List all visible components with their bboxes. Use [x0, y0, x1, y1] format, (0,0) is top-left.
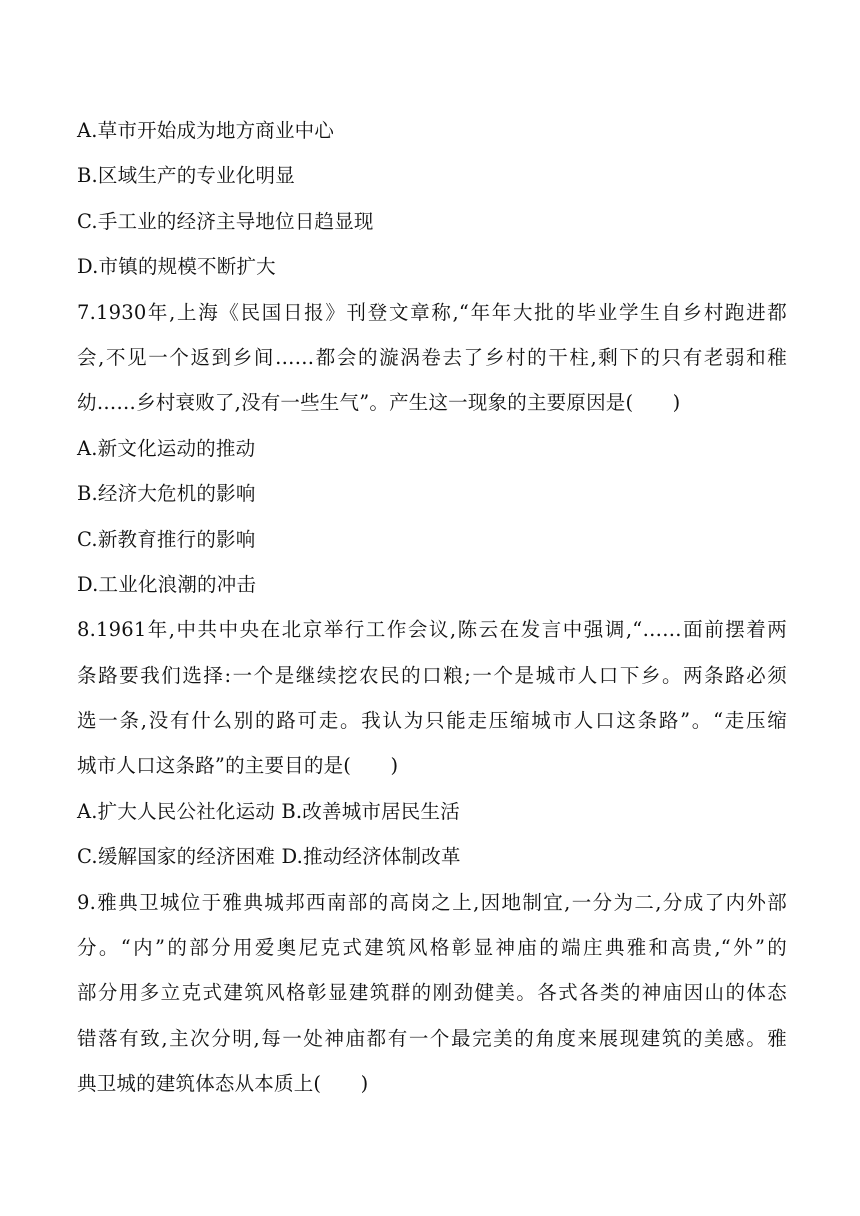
question-8-stem-line: 选一条,没有什么别的路可走。我认为只能走压缩城市人口这条路”。“走压缩 [77, 709, 787, 733]
question-7-stem-line: 会,不见一个返到乡间……都会的漩涡卷去了乡村的干柱,剩下的只有老弱和稚 [77, 345, 787, 369]
option-line-cd: C.缓解国家的经济困难 D.推动经济体制改革 [77, 845, 461, 869]
question-9-stem-line: 9.雅典卫城位于雅典城邦西南部的高岗之上,因地制宜,一分为二,分成了内外部 [77, 890, 787, 914]
question-8 [77, 607, 787, 879]
question-6-options [77, 108, 787, 290]
option-a: A.草市开始成为地方商业中心 [77, 119, 335, 142]
question-7-stem-line: 7.1930年,上海《民国日报》刊登文章称,“年年大批的毕业学生自乡村跑进都 [77, 300, 787, 324]
question-8-stem-line: 条路要我们选择:一个是继续挖农民的口粮;一个是城市人口下乡。两条路必须 [77, 663, 787, 687]
question-9-stem-line: 部分用多立克式建筑风格彰显建筑群的刚劲健美。各式各类的神庙因山的体态 [77, 981, 787, 1005]
option-d: D.工业化浪潮的冲击 [77, 572, 257, 596]
option-line-ab: A.扩大人民公社化运动 B.改善城市居民生活 [77, 799, 460, 823]
question-9-stem-line: 错落有致,主次分明,每一处神庙都有一个最完美的角度来展现建筑的美感。雅 [77, 1026, 787, 1050]
option-a: A.新文化运动的推动 [77, 436, 256, 460]
question-9-stem-line: 典卫城的建筑体态从本质上( ) [77, 1072, 369, 1096]
question-8-stem-line: 8.1961年,中共中央在北京举行工作会议,陈云在发言中强调,“……面前摆着两 [77, 618, 787, 642]
question-8-stem-line: 城市人口这条路”的主要目的是( ) [77, 754, 399, 778]
option-c: C.手工业的经济主导地位日趋显现 [77, 209, 374, 233]
question-7-stem-line: 幼……乡村衰败了,没有一些生气”。产生这一现象的主要原因是( ) [77, 391, 681, 415]
option-d: D.市镇的规模不断扩大 [77, 255, 276, 279]
question-7 [77, 290, 787, 608]
question-9-stem-line: 分。“内”的部分用爱奥尼克式建筑风格彰显神庙的端庄典雅和高贵,“外”的 [77, 936, 787, 960]
document-page [77, 108, 787, 1107]
option-c: C.新教育推行的影响 [77, 527, 256, 551]
option-b: B.经济大危机的影响 [77, 482, 256, 506]
question-9 [77, 880, 787, 1107]
option-b: B.区域生产的专业化明显 [77, 164, 295, 188]
